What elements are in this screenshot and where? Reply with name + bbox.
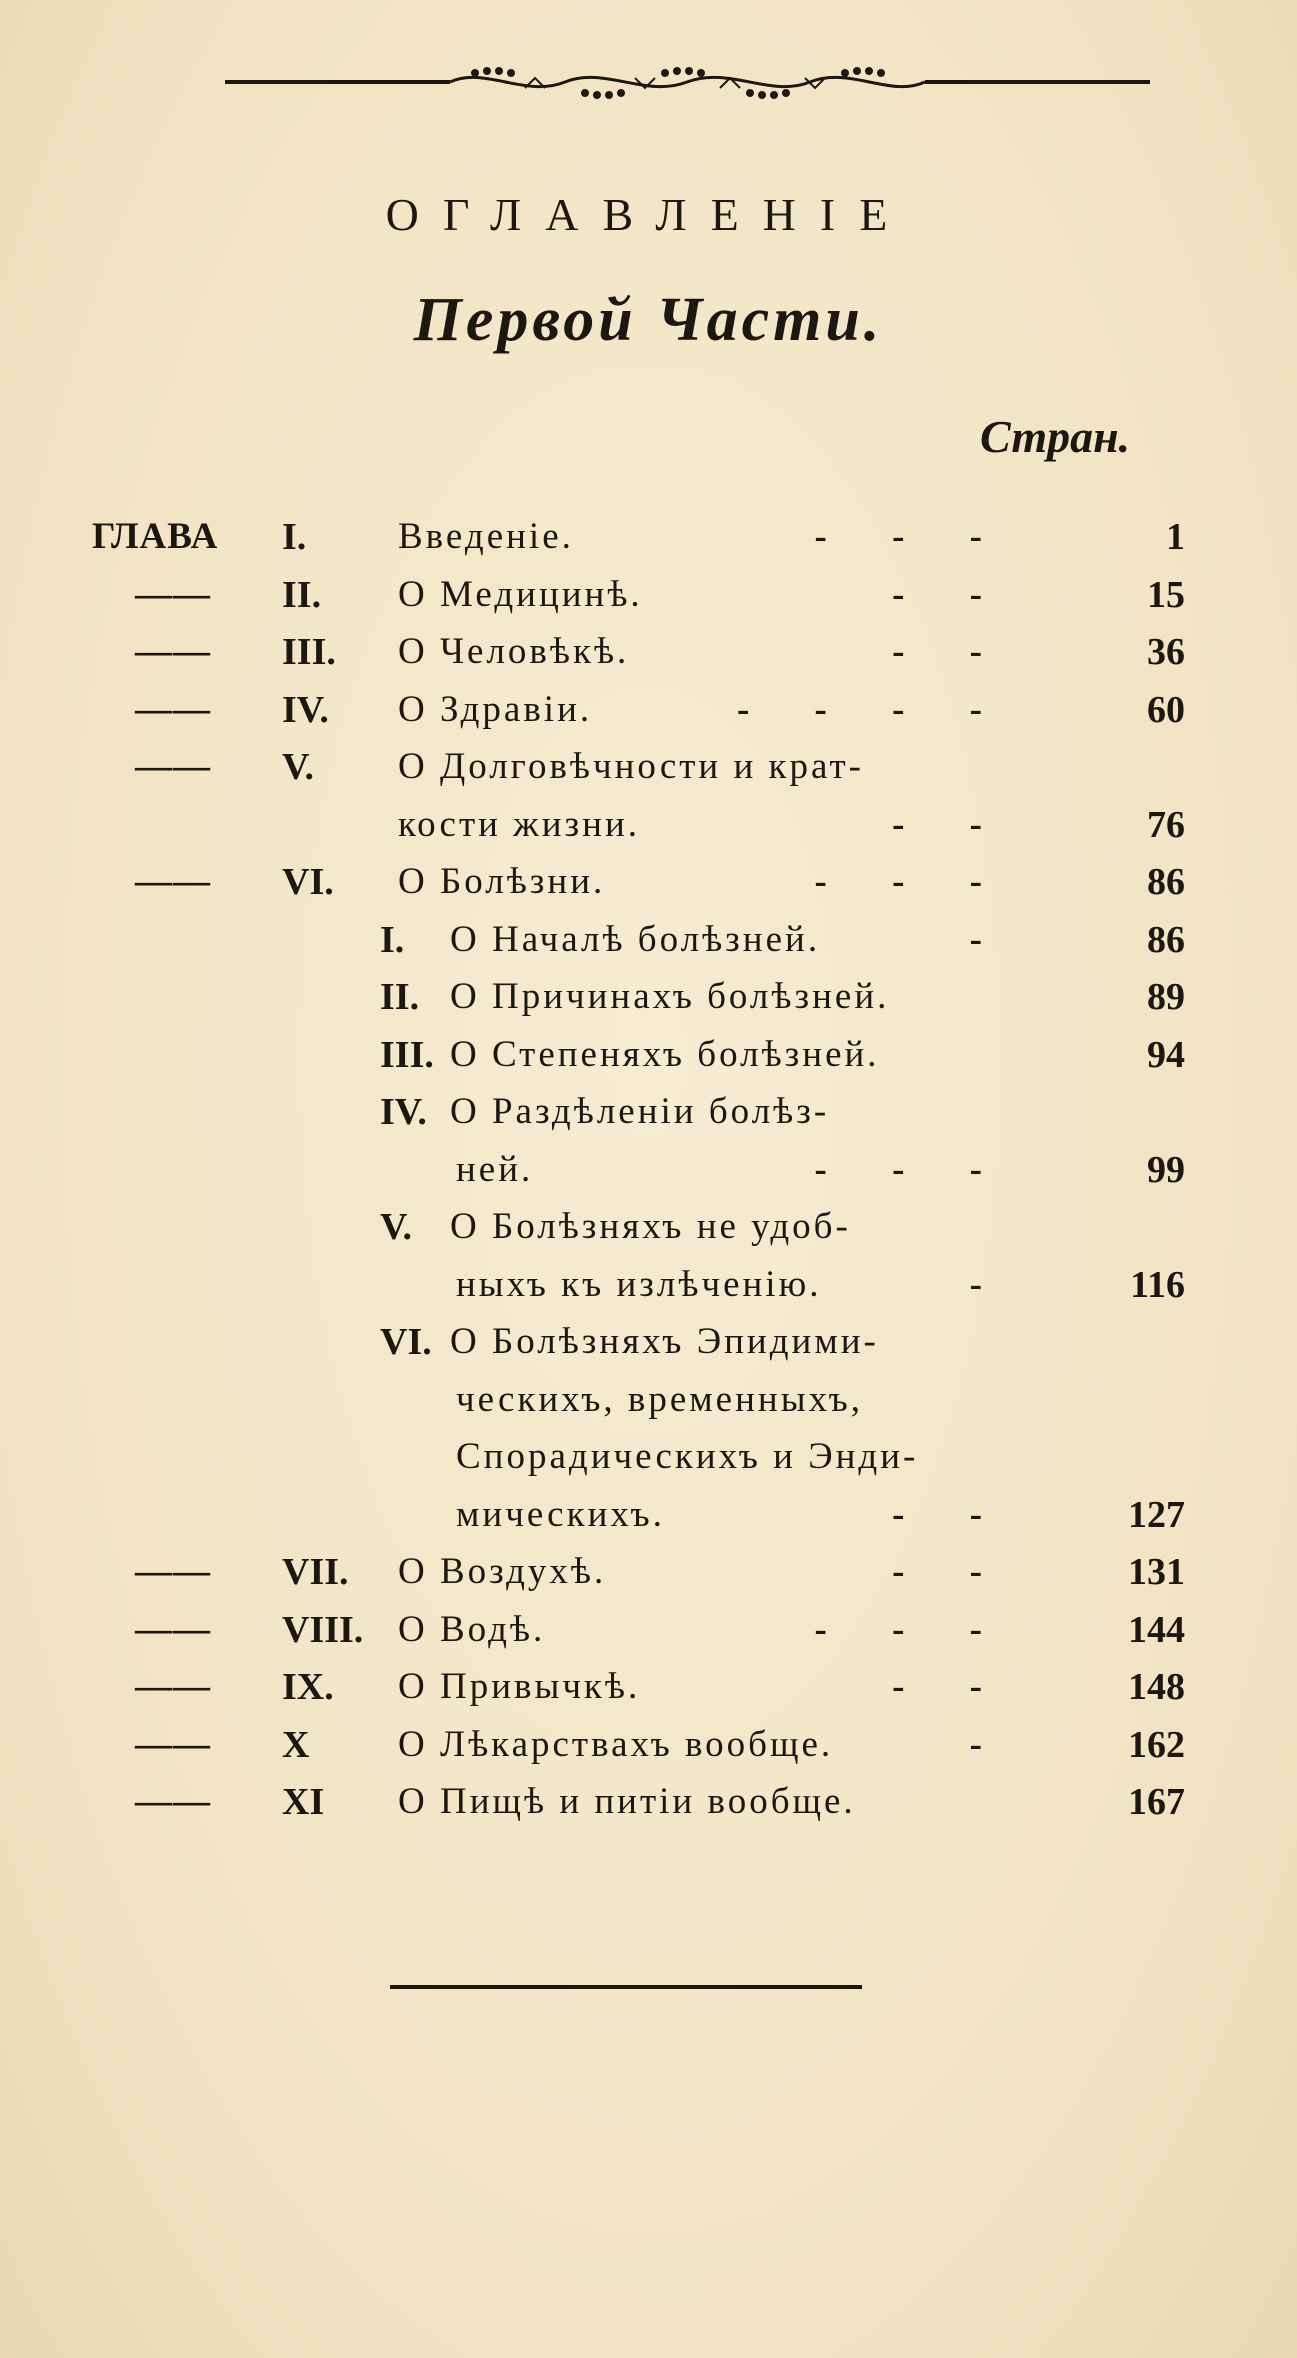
entry-title: Спорадическихъ и Энди- — [456, 1436, 919, 1477]
dot-leader: - - — [892, 803, 1010, 845]
toc-entry — [0, 1033, 1297, 1093]
toc-entry — [0, 1090, 1297, 1150]
roman-numeral: VII. — [282, 1551, 349, 1593]
entry-title: О Началѣ болѣзней. — [450, 918, 821, 960]
roman-numeral: V. — [282, 746, 315, 788]
toc-entry — [0, 630, 1297, 690]
toc-entry — [0, 1665, 1297, 1725]
chapter-label: ГЛАВА — [92, 516, 219, 557]
page-column-label: Стран. — [980, 411, 1131, 462]
ornamental-header-rule — [225, 58, 1150, 108]
roman-numeral: XI — [282, 1781, 325, 1823]
page-subtitle: Первой Части. — [413, 286, 884, 354]
page-number: 89 — [1147, 976, 1185, 1018]
roman-numeral: II. — [380, 976, 420, 1018]
entry-title: О Привычкѣ. — [398, 1666, 641, 1707]
chapter-label: —— — [135, 1608, 211, 1650]
entry-title: ныхъ къ излѣченію. — [456, 1263, 822, 1305]
chapter-label: —— — [135, 746, 211, 787]
entry-title: О Пищѣ и питіи вообще. — [398, 1781, 856, 1822]
entry-title: О Болѣзняхъ Эпидими- — [450, 1321, 879, 1362]
dot-leader: - - — [892, 573, 1010, 615]
toc-entry — [0, 515, 1297, 575]
entry-title: О Болѣзни. — [398, 861, 606, 902]
toc-entry — [0, 573, 1297, 633]
page-number: 116 — [1130, 1263, 1185, 1306]
toc-entry — [0, 688, 1297, 748]
entry-title: Введеніе. — [398, 516, 574, 557]
entry-title: О Человѣкѣ. — [398, 631, 630, 672]
roman-numeral: VI. — [282, 861, 334, 903]
page-number: 148 — [1128, 1666, 1185, 1708]
chapter-label: —— — [135, 1666, 211, 1707]
dot-leader: - — [969, 918, 1010, 960]
dot-leader: - - — [892, 1493, 1010, 1535]
toc-entry — [0, 1148, 1297, 1208]
dot-leader: - - - — [814, 1148, 1010, 1190]
toc-entry — [0, 1378, 1297, 1438]
toc-entry — [0, 918, 1297, 978]
page-number: 167 — [1128, 1781, 1185, 1823]
entry-title: О Медицинѣ. — [398, 573, 643, 615]
page-number: 60 — [1147, 688, 1185, 731]
toc-entry — [0, 745, 1297, 805]
entry-title: О Раздѣленіи болѣз- — [450, 1091, 830, 1132]
toc-entry — [0, 1435, 1297, 1495]
page-number: 86 — [1147, 918, 1185, 961]
page-number: 144 — [1128, 1608, 1185, 1651]
entry-title: О Степеняхъ болѣзней. — [450, 1033, 880, 1075]
page-number: 86 — [1147, 861, 1185, 903]
dot-leader: - — [969, 1263, 1010, 1305]
roman-numeral: VIII. — [282, 1608, 364, 1651]
toc-entry — [0, 975, 1297, 1035]
page-number: 15 — [1147, 573, 1185, 616]
entry-title: О Здравіи. — [398, 688, 593, 730]
page-title: ОГЛАВЛЕНІЕ — [385, 189, 912, 240]
roman-numeral: IX. — [282, 1666, 334, 1708]
entry-title: О Причинахъ болѣзней. — [450, 976, 890, 1017]
chapter-label: —— — [135, 1781, 211, 1822]
entry-title: кости жизни. — [398, 803, 640, 845]
entry-title: О Водѣ. — [398, 1608, 546, 1650]
page-number: 131 — [1128, 1551, 1185, 1593]
dot-leader: - - - — [814, 516, 1010, 557]
toc-entry — [0, 1780, 1297, 1840]
roman-numeral: X — [282, 1723, 310, 1766]
roman-numeral: IV. — [380, 1091, 427, 1133]
chapter-label: —— — [135, 1723, 211, 1765]
toc-entry — [0, 1608, 1297, 1668]
dot-leader: - - — [892, 1666, 1010, 1707]
roman-numeral: III. — [380, 1033, 434, 1076]
dot-leader: - - - - — [736, 688, 1010, 730]
dot-leader: - - — [892, 1551, 1010, 1592]
roman-numeral: I. — [282, 516, 307, 558]
dot-leader: - - — [892, 631, 1010, 672]
roman-numeral: II. — [282, 573, 322, 616]
roman-numeral: IV. — [282, 688, 329, 731]
entry-title: ней. — [456, 1148, 534, 1190]
toc-entry — [0, 1550, 1297, 1610]
toc-entry — [0, 803, 1297, 863]
toc-entry — [0, 1320, 1297, 1380]
chapter-label: —— — [135, 688, 211, 730]
toc-entry — [0, 1723, 1297, 1783]
page-number: 36 — [1147, 631, 1185, 673]
toc-entry — [0, 1263, 1297, 1323]
chapter-label: —— — [135, 1551, 211, 1592]
toc-entry — [0, 860, 1297, 920]
page-number: 127 — [1128, 1493, 1185, 1536]
roman-numeral: VI. — [380, 1321, 432, 1363]
roman-numeral: I. — [380, 918, 405, 961]
chapter-label: —— — [135, 631, 211, 672]
roman-numeral: III. — [282, 631, 336, 673]
entry-title: мическихъ. — [456, 1493, 665, 1535]
dot-leader: - - - — [814, 1608, 1010, 1650]
toc-entry — [0, 1493, 1297, 1553]
page-number: 76 — [1147, 803, 1185, 846]
dot-leader: - — [969, 1723, 1010, 1765]
toc-entry — [0, 1205, 1297, 1265]
chapter-label: —— — [135, 573, 211, 615]
page-number: 1 — [1166, 516, 1185, 558]
page-number: 99 — [1147, 1148, 1185, 1191]
entry-title: ческихъ, временныхъ, — [456, 1378, 864, 1420]
entry-title: О Лѣкарствахъ вообще. — [398, 1723, 834, 1765]
entry-title: О Долговѣчности и крат- — [398, 746, 864, 787]
chapter-label: —— — [135, 861, 211, 902]
roman-numeral: V. — [380, 1206, 413, 1248]
entry-title: О Болѣзняхъ не удоб- — [450, 1206, 851, 1247]
dot-leader: - - - — [814, 861, 1010, 902]
page-number: 94 — [1147, 1033, 1185, 1076]
page-number: 162 — [1128, 1723, 1185, 1766]
entry-title: О Воздухѣ. — [398, 1551, 607, 1592]
closing-rule — [390, 1985, 862, 1989]
